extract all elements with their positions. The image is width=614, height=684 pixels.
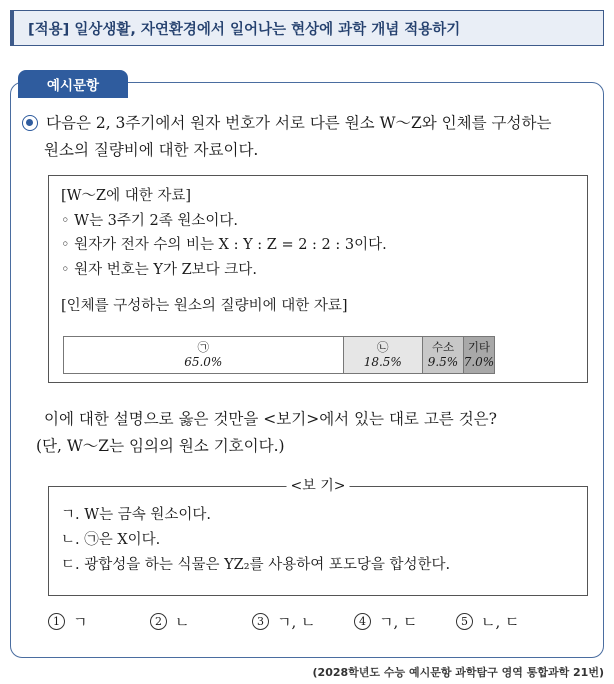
prompt-line-2: (단, W～Z는 임의의 원소 기호이다.) [36, 437, 285, 455]
section-header-title: [적용] 일상생활, 자연환경에서 일어나는 현상에 과학 개념 적용하기 [28, 21, 461, 38]
choice-number: 4 [354, 613, 371, 630]
choice-number: 5 [456, 613, 473, 630]
example-tab-label: 예시문항 [46, 78, 100, 94]
choice-1[interactable] [48, 608, 150, 634]
question-line-2: 원소의 질량비에 대한 자료이다. [44, 141, 259, 159]
prompt-line-1: 이에 대한 설명으로 옳은 것만을 <보기>에서 있는 대로 고른 것은? [44, 410, 497, 428]
bar-segment-label: 수소 [431, 340, 455, 354]
bogi-box [48, 478, 588, 596]
bar-segment-label: ㉡ [377, 340, 389, 354]
bar-segment-label: 기타 [467, 340, 491, 354]
bar-segment-value: 9.5% [427, 355, 459, 369]
bogi-item: ㄴ. ㉠은 X이다. [61, 532, 161, 548]
data-item: ◦ 원자 번호는 Y가 Z보다 크다. [61, 261, 257, 278]
data-section-title-1: [W～Z에 대한 자료] [61, 188, 192, 204]
choice-number: 1 [48, 613, 65, 630]
answer-choices [48, 608, 588, 634]
choice-2[interactable] [150, 608, 252, 634]
choice-3[interactable] [252, 608, 354, 634]
bar-segment-value: 18.5% [363, 355, 402, 369]
choice-text: ㄱ, ㄷ [379, 612, 418, 631]
question-text [22, 110, 594, 164]
bar-segment [344, 337, 424, 373]
section-header [10, 10, 604, 46]
example-tab [18, 70, 128, 98]
data-item: ◦ 원자가 전자 수의 비는 X : Y : Z = 2 : 2 : 3이다. [61, 237, 387, 253]
bar-segment-value: 65.0% [184, 355, 223, 369]
bar-segment [464, 337, 494, 373]
bullet-icon [22, 115, 38, 131]
data-section-title-2: [인체를 구성하는 원소의 질량비에 대한 자료] [61, 298, 348, 314]
bar-segment-value: 7.0% [463, 355, 495, 369]
bogi-item: ㄱ. W는 금속 원소이다. [61, 507, 212, 523]
bar-segment-label: ㉠ [197, 340, 209, 354]
bar-segment [64, 337, 344, 373]
choice-text: ㄱ [73, 612, 88, 631]
choice-4[interactable] [354, 608, 456, 634]
source-citation: (2028학년도 수능 예시문항 과학탐구 영역 통합과학 21번) [312, 666, 604, 679]
question-stem [22, 110, 594, 164]
choice-text: ㄴ [175, 612, 190, 631]
choice-number: 3 [252, 613, 269, 630]
data-item: ◦ W는 3주기 2족 원소이다. [61, 212, 239, 229]
bogi-item: ㄷ. 광합성을 하는 식물은 YZ₂를 사용하여 포도당을 합성한다. [61, 557, 451, 573]
question-line-1: 다음은 2, 3주기에서 원자 번호가 서로 다른 원소 W～Z와 인체를 구성하는 [46, 114, 552, 132]
mass-ratio-bar-chart [63, 336, 495, 374]
choice-text: ㄱ, ㄴ [277, 612, 316, 631]
choice-5[interactable] [456, 608, 558, 634]
question-prompt [36, 406, 596, 460]
data-box [48, 175, 588, 383]
choice-text: ㄴ, ㄷ [481, 612, 520, 631]
choice-number: 2 [150, 613, 167, 630]
bogi-title: <보 기> [287, 477, 350, 495]
bar-segment [423, 337, 464, 373]
